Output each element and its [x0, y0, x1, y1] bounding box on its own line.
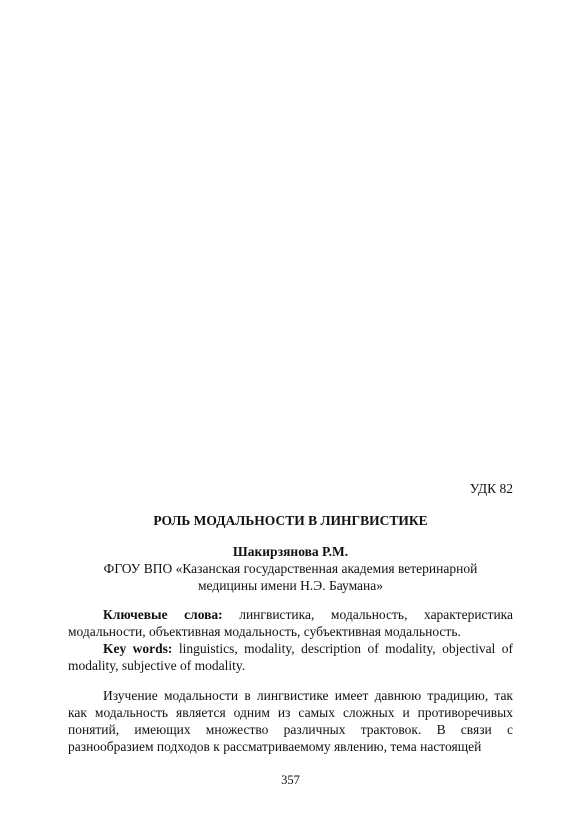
affiliation-line-2: медицины имени Н.Э. Баумана» — [198, 578, 383, 593]
article-author: Шакирзянова Р.М. — [232, 544, 349, 559]
keywords-russian — [68, 606, 513, 640]
keywords-russian-label: Ключевые слова: — [103, 607, 223, 622]
body-paragraph: Изучение модальности в лингвистике имеет давнюю традицию, так как модальность является одним из самых сложных и противоречивых понятий, имеющих множество различных трактовок. В связи с разнообразием подходов к рассматриваемому явлению, тема настоящей — [68, 688, 513, 754]
keywords-english-text: linguistics, modality, description of modality, objectival of modality, subjective of modality. — [68, 641, 513, 673]
keywords-english-label: Key words: — [103, 641, 173, 656]
author-affiliation — [68, 560, 513, 594]
page-number: 357 — [281, 773, 300, 787]
affiliation-line-1: ФГОУ ВПО «Казанская государственная академия ветеринарной — [103, 561, 478, 576]
keywords-russian-text: лингвистика, модальность, характеристика модальности, объективная модальность, субъективная модальность. — [68, 607, 514, 639]
keywords-english — [68, 640, 513, 674]
article-title: РОЛЬ МОДАЛЬНОСТИ В ЛИНГВИСТИКЕ — [153, 513, 428, 528]
udk-code: УДК 82 — [469, 481, 513, 496]
